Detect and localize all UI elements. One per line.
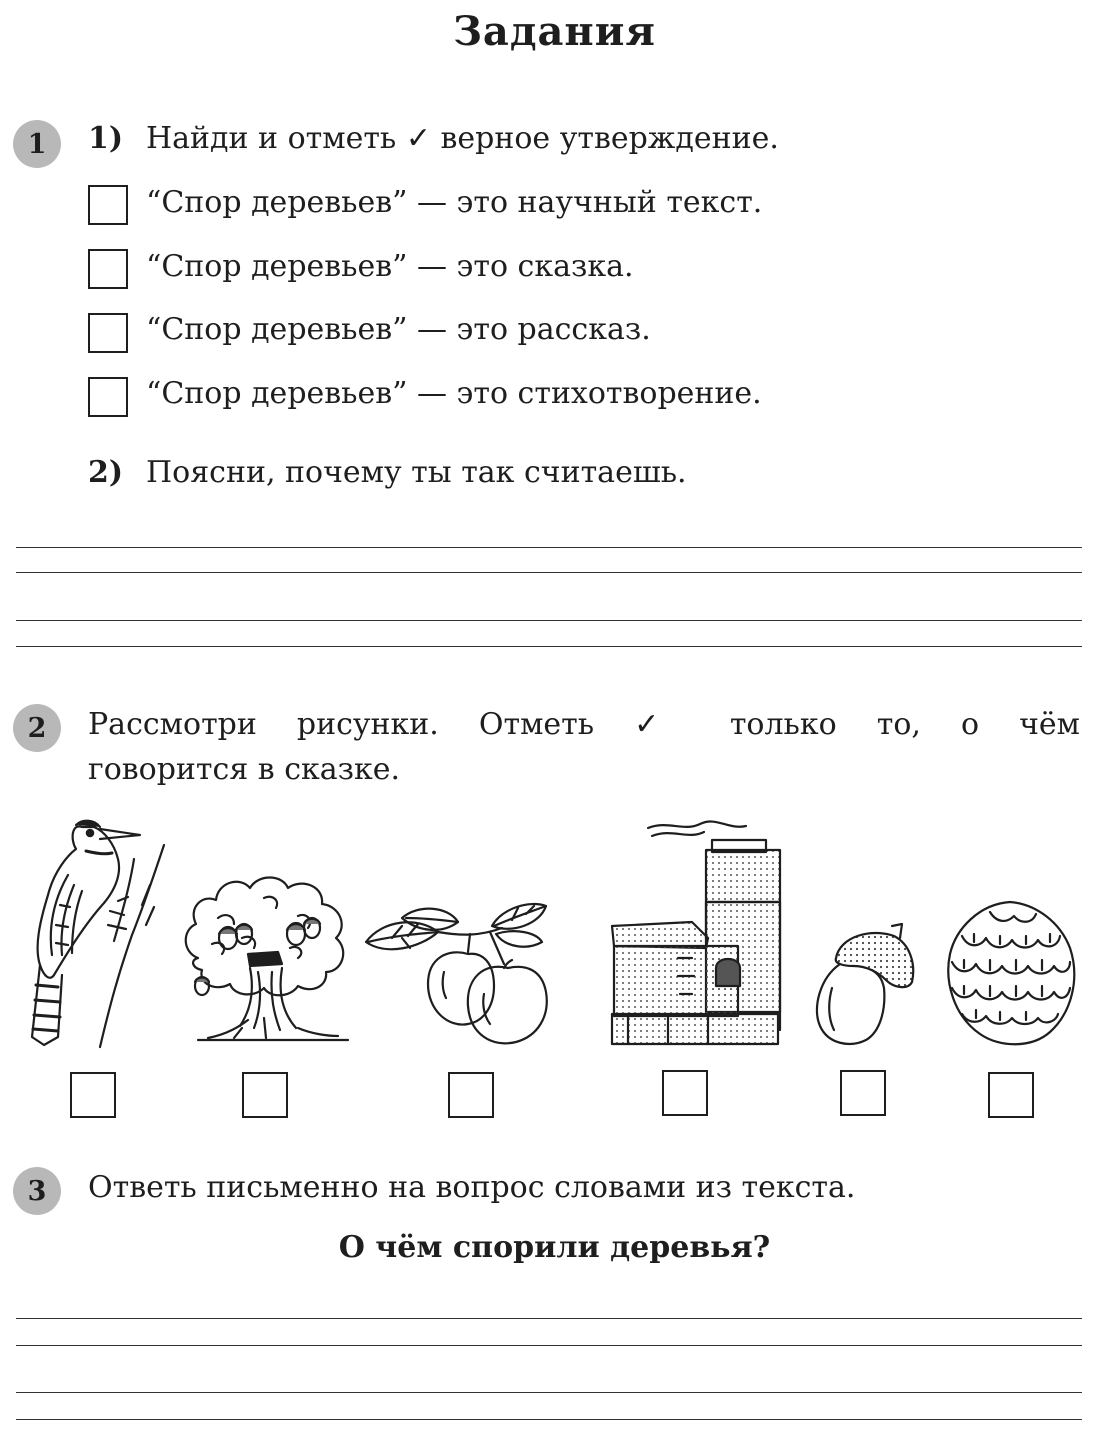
- apples-icon: [362, 898, 582, 1048]
- option-3-checkbox[interactable]: [88, 313, 128, 353]
- oak-tree-icon: [178, 868, 356, 1046]
- task-1-part-2: [88, 455, 687, 490]
- stove-icon: [608, 818, 788, 1050]
- task-3-badge: [13, 1167, 61, 1215]
- oak-tree-checkbox[interactable]: [242, 1072, 288, 1118]
- page-title: Задания: [453, 8, 656, 55]
- answer-line[interactable]: [16, 547, 1082, 548]
- answer-line[interactable]: [16, 1345, 1082, 1346]
- woodpecker-checkbox[interactable]: [70, 1072, 116, 1118]
- stove-checkbox[interactable]: [662, 1070, 708, 1116]
- task-3-instruction: Ответь письменно на вопрос словами из текста.: [88, 1170, 856, 1205]
- option-2-checkbox[interactable]: [88, 249, 128, 289]
- task-3-question: О чём спорили деревья?: [338, 1230, 771, 1265]
- answer-line[interactable]: [16, 1419, 1082, 1420]
- task-1-part-1-num: 1): [88, 121, 124, 156]
- task-2-line-2: говорится в сказке.: [88, 752, 401, 787]
- task-1-part-2-text: Поясни, почему ты так считаешь.: [146, 455, 687, 490]
- task-2-line-1-after: только то, о чём: [729, 707, 1080, 742]
- answer-line[interactable]: [16, 646, 1082, 647]
- apples-checkbox[interactable]: [448, 1072, 494, 1118]
- option-3-label: “Спор деревьев” — это рассказ.: [146, 312, 651, 347]
- answer-line[interactable]: [16, 1392, 1082, 1393]
- task-2-badge: [13, 704, 61, 752]
- option-1-label: “Спор деревьев” — это научный текст.: [146, 185, 763, 220]
- answer-line[interactable]: [16, 620, 1082, 621]
- acorn-checkbox[interactable]: [840, 1070, 886, 1116]
- task-1-part-1-text-before: Найди и отметь: [146, 121, 397, 156]
- option-2-label: “Спор деревьев” — это сказка.: [146, 249, 634, 284]
- task-2-line-1-before: Рассмотри рисунки. Отметь: [88, 707, 595, 742]
- woodpecker-icon: [14, 815, 170, 1047]
- task-1-badge: [13, 120, 61, 168]
- task-2-line-1: [88, 707, 1080, 742]
- pine-cone-checkbox[interactable]: [988, 1072, 1034, 1118]
- check-mark-icon: ✓: [405, 121, 431, 156]
- task-1-part-2-num: 2): [88, 455, 124, 490]
- check-mark-icon: ✓: [634, 707, 690, 742]
- task-1-number: 1: [27, 128, 47, 160]
- answer-line[interactable]: [16, 572, 1082, 573]
- task-2-number: 2: [27, 712, 47, 744]
- option-1-checkbox[interactable]: [88, 185, 128, 225]
- option-4-label: “Спор деревьев” — это стихотворение.: [146, 376, 762, 411]
- task-1-part-1-text-after: верное утверждение.: [440, 121, 779, 156]
- option-4-checkbox[interactable]: [88, 377, 128, 417]
- task-1-part-1: [88, 121, 779, 156]
- pine-cone-icon: [940, 898, 1080, 1048]
- task-3-number: 3: [27, 1175, 47, 1207]
- answer-line[interactable]: [16, 1318, 1082, 1319]
- acorn-icon: [806, 922, 918, 1048]
